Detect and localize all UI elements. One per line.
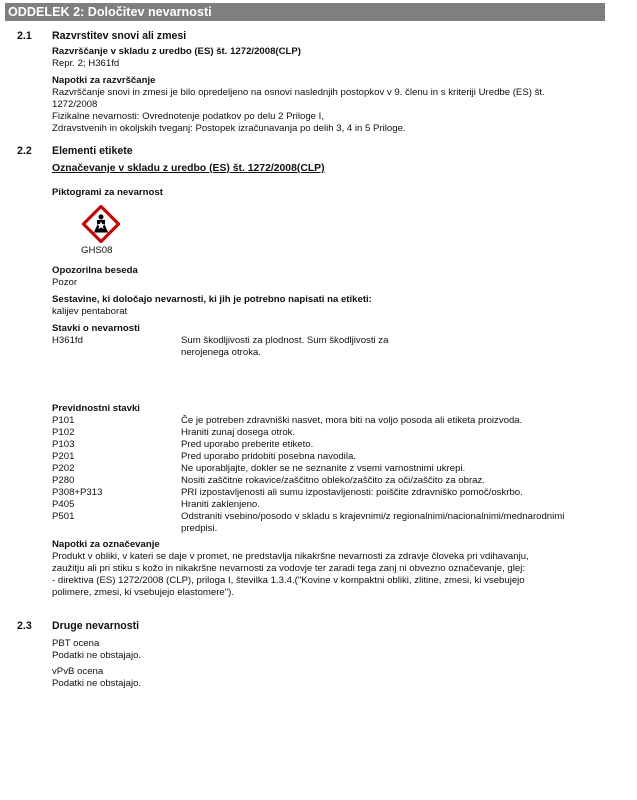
precaution-text: Hraniti zaklenjeno.: [181, 499, 260, 510]
precaution-text: Ne uporabljajte, dokler se ne seznanite z vsemi varnostnimi ukrepi.: [181, 463, 466, 474]
precaution-text-continued: predpisi.: [181, 523, 218, 534]
subsection-title-2-3: Druge nevarnosti: [52, 620, 140, 632]
signal-word-value: Pozor: [52, 277, 78, 288]
notes-line: 1272/2008: [52, 99, 98, 110]
precaution-code: P103: [52, 439, 75, 450]
notes-line: Zdravstvenih in okoljskih tveganj: Postopek izračunavanja po delih 3, 4 in 5 Priloge.: [52, 123, 406, 134]
section-title: ODDELEK 2: Določitev nevarnosti: [8, 5, 212, 19]
pictograms-heading: Piktogrami za nevarnost: [52, 187, 163, 198]
classification-notes-heading: Napotki za razvrščanje: [52, 75, 156, 86]
labeling-notes-line: Produkt v obliki, v kateri se daje v promet, ne predstavlja nikakršne nevarnosti za zdravje človeka pri vdihavanju,: [52, 551, 529, 562]
precaution-code: P501: [52, 511, 75, 522]
precaution-code: P201: [52, 451, 75, 462]
subsection-title-2-1: Razvrstitev snovi ali zmesi: [52, 30, 187, 42]
vpvb-label: vPvB ocena: [52, 666, 104, 677]
labeling-notes-heading: Napotki za označevanje: [52, 539, 160, 550]
precaution-code: P202: [52, 463, 75, 474]
precaution-code: P405: [52, 499, 75, 510]
ingredients-value: kalijev pentaborat: [52, 306, 128, 317]
precaution-code: P101: [52, 415, 75, 426]
pbt-value: Podatki ne obstajajo.: [52, 650, 142, 661]
notes-line: Razvrščanje snovi in zmesi je bilo opredeljeno na osnovi naslednjih postopkov v 9. členu in s kriteriji Uredbe (ES) št.: [52, 87, 545, 98]
subsection-title-2-2: Elementi etikete: [52, 145, 133, 157]
hazard-text-line: Sum škodljivosti za plodnost. Sum škodljivosti za: [181, 335, 389, 346]
labeling-notes-line: polimere, zmesi, ki vsebujejo elastomere").: [52, 587, 235, 598]
precaution-text: PRI izpostavljenosti ali sumu izpostavljenosti: poiščite zdravniško pomoč/oskrbo.: [181, 487, 523, 498]
precaution-code: P280: [52, 475, 75, 486]
precaution-text: Pred uporabo preberite etiketo.: [181, 439, 314, 450]
classification-heading: Razvrščanje v skladu z uredbo (ES) št. 1272/2008(CLP): [52, 46, 302, 57]
classification-value: Repr. 2; H361fd: [52, 58, 120, 69]
ingredients-heading: Sestavine, ki določajo nevarnosti, ki jih je potrebno napisati na etiketi:: [52, 294, 372, 305]
pictogram-code: GHS08: [81, 245, 113, 256]
labeling-heading: Označevanje v skladu z uredbo (ES) št. 1272/2008(CLP): [52, 163, 325, 174]
precaution-text: Če je potreben zdravniški nasvet, mora biti na voljo posoda ali etiketa proizvoda.: [181, 415, 523, 426]
subsection-number-2-2: 2.2: [17, 145, 32, 157]
precaution-text: Pred uporabo pridobiti posebna navodila.: [181, 451, 356, 462]
notes-line: Fizikalne nevarnosti: Ovrednotenje podatkov po delu 2 Priloge I,: [52, 111, 324, 122]
hazard-code: H361fd: [52, 335, 83, 346]
precaution-text: Nositi zaščitne rokavice/zaščitno obleko/zaščito za oči/zaščito za obraz.: [181, 475, 485, 486]
precaution-code: P102: [52, 427, 75, 438]
pbt-label: PBT ocena: [52, 638, 100, 649]
precautionary-heading: Previdnostni stavki: [52, 403, 140, 414]
hazard-statements-heading: Stavki o nevarnosti: [52, 323, 140, 334]
subsection-number-2-1: 2.1: [17, 30, 32, 42]
precaution-code: P308+P313: [52, 487, 103, 498]
signal-word-heading: Opozorilna beseda: [52, 265, 138, 276]
labeling-notes-line: - direktiva (ES) 1272/2008 (CLP), priloga I, številka 1.3.4.("Kovine v kompaktni obliki, zlitine, zmesi, ki vsebujejo: [52, 575, 525, 586]
labeling-notes-line: zaužitju ali pri stiku s kožo in nikakršne nevarnosti za vodovje ter zaradi tega zanj ni obvezno označevanje, glej:: [52, 563, 526, 574]
precaution-text: Odstraniti vsebino/posodo v skladu s krajevnimi/z regionalnimi/nacionalnimi/mednarodnimi: [181, 511, 565, 522]
hazard-text-line: nerojenega otroka.: [181, 347, 262, 358]
subsection-number-2-3: 2.3: [17, 620, 32, 632]
precaution-text: Hraniti zunaj dosega otrok.: [181, 427, 296, 438]
section-header: [5, 3, 605, 21]
vpvb-value: Podatki ne obstajajo.: [52, 678, 142, 689]
ghs08-health-hazard-icon: [82, 205, 120, 243]
